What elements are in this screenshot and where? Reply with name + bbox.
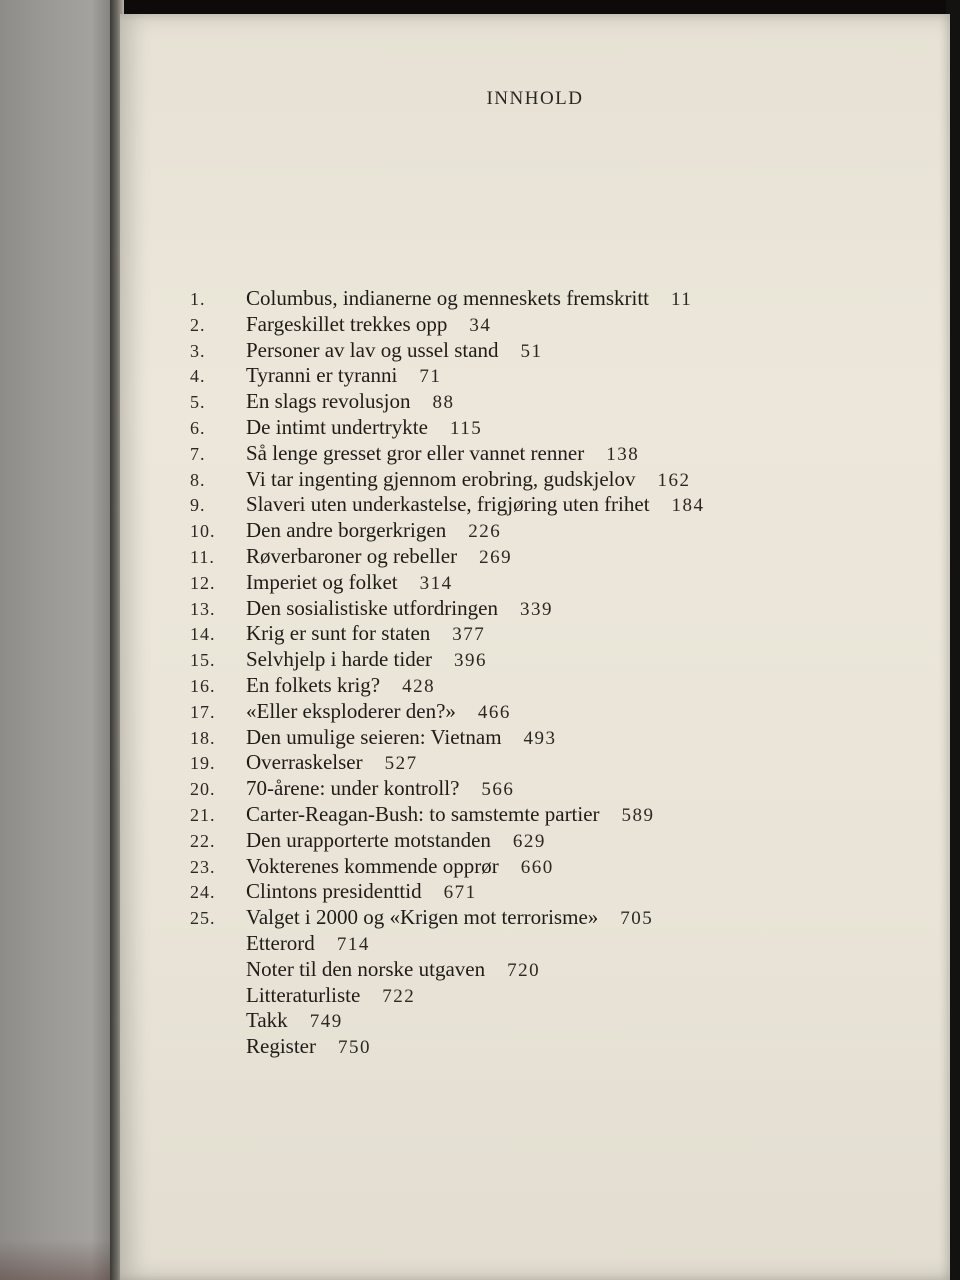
chapter-title: Slaveri uten underkastelse, frigjøring uten frihet (246, 492, 650, 517)
chapter-title: Vi tar ingenting gjennom erobring, gudskjelov (246, 466, 636, 491)
toc-entry (190, 879, 930, 905)
chapter-title: Overraskelser (246, 750, 363, 775)
toc-entry (190, 828, 930, 854)
chapter-number: 15. (190, 650, 216, 671)
chapter-title: Carter-Reagan-Bush: to samstemte partier (246, 801, 600, 826)
chapter-number: 19. (190, 753, 216, 774)
page-number: 226 (468, 521, 502, 543)
toc-entry (190, 312, 930, 338)
page-number: 269 (479, 546, 513, 568)
page-number: 396 (454, 650, 488, 672)
toc-entry (190, 544, 930, 570)
page-number: 51 (520, 340, 543, 362)
toc-entry (190, 415, 930, 441)
chapter-title: Etterord (246, 930, 315, 955)
chapter-title: Takk (246, 1008, 288, 1033)
toc-entry (190, 983, 930, 1009)
toc-entry (190, 1008, 930, 1034)
chapter-number: 8. (190, 469, 206, 490)
toc-entry (190, 905, 930, 931)
chapter-number: 21. (190, 804, 216, 825)
toc-entry (190, 389, 930, 415)
toc-entry (190, 596, 930, 622)
page-number: 71 (419, 366, 442, 388)
chapter-number: 4. (190, 366, 206, 387)
page-number: 184 (671, 495, 705, 517)
chapter-title: Røverbaroner og rebeller (246, 543, 458, 568)
chapter-title: Så lenge gresset gror eller vannet renner (246, 440, 585, 465)
chapter-number: 1. (190, 289, 206, 309)
page-number: 660 (520, 856, 554, 878)
chapter-title: Columbus, indianerne og menneskets fremskritt (246, 286, 650, 310)
page-number: 138 (606, 443, 640, 465)
chapter-number: 12. (190, 572, 216, 593)
chapter-title: Register (246, 1034, 316, 1059)
chapter-title: Clintons presidenttid (246, 879, 422, 904)
chapter-number: 13. (190, 598, 216, 619)
chapter-title: Den sosialistiske utfordringen (246, 595, 498, 620)
toc-entry (190, 802, 930, 828)
toc-entry (190, 518, 930, 544)
chapter-title: Den umulige seieren: Vietnam (246, 724, 502, 749)
page-number: 722 (382, 985, 416, 1007)
page-number: 629 (512, 830, 546, 852)
toc-entry (190, 621, 930, 647)
chapter-number: 2. (190, 314, 206, 335)
page-number: 466 (477, 701, 511, 723)
page-number: 720 (507, 959, 541, 981)
chapter-title: Selvhjelp i harde tider (246, 647, 433, 672)
page-number: 493 (523, 727, 557, 749)
chapter-title: Noter til den norske utgaven (246, 956, 486, 981)
book-page (120, 14, 950, 1280)
toc-entry (190, 647, 930, 673)
chapter-number: 25. (190, 908, 216, 929)
page-title: INNHOLD (486, 88, 584, 109)
chapter-title: «Eller eksploderer den?» (246, 698, 456, 723)
page-number: 714 (336, 933, 370, 955)
page-number: 339 (519, 598, 553, 620)
chapter-number: 24. (190, 882, 216, 903)
toc-entry (190, 725, 930, 751)
toc-entry (190, 1034, 930, 1060)
chapter-title: Vokterenes kommende opprør (246, 853, 499, 878)
page-number: 566 (481, 779, 515, 801)
chapter-title: Personer av lav og ussel stand (246, 337, 499, 362)
chapter-number: 14. (190, 624, 216, 645)
left-page-shadow (0, 1240, 114, 1280)
chapter-title: Litteraturliste (246, 982, 361, 1007)
page-number: 115 (449, 417, 483, 439)
chapter-number: 3. (190, 340, 206, 361)
page-number: 671 (443, 882, 477, 904)
chapter-number: 16. (190, 675, 216, 696)
toc-entry (190, 441, 930, 467)
left-page (0, 0, 114, 1280)
toc-entry (190, 363, 930, 389)
chapter-number: 5. (190, 392, 206, 413)
page-number: 162 (657, 469, 691, 491)
page-number: 377 (452, 624, 486, 646)
toc-entry (190, 492, 930, 518)
chapter-title: En folkets krig? (246, 672, 381, 697)
toc-entry (190, 854, 930, 880)
chapter-title: Valget i 2000 og «Krigen mot terrorisme» (246, 905, 599, 930)
toc-entry (190, 776, 930, 802)
chapter-title: Den urapporterte motstanden (246, 827, 491, 852)
page-number: 428 (402, 675, 436, 697)
page-number: 749 (309, 1011, 343, 1033)
toc-entry (190, 673, 930, 699)
toc-entry (190, 699, 930, 725)
chapter-title: Fargeskillet trekkes opp (246, 311, 448, 336)
toc-entry (190, 286, 930, 312)
page-number: 750 (337, 1037, 371, 1059)
toc-entry (190, 750, 930, 776)
page-number: 589 (621, 804, 655, 826)
toc-entry (190, 467, 930, 493)
chapter-title: En slags revolusjon (246, 389, 411, 414)
page-number: 527 (384, 753, 418, 775)
chapter-title: Tyranni er tyranni (246, 363, 398, 388)
chapter-number: 22. (190, 830, 216, 851)
chapter-title: Den andre borgerkrigen (246, 518, 447, 543)
page-number: 705 (620, 908, 654, 930)
chapter-number: 20. (190, 779, 216, 800)
chapter-number: 17. (190, 701, 216, 722)
toc-entry (190, 931, 930, 957)
toc-entry (190, 570, 930, 596)
chapter-title: Krig er sunt for staten (246, 621, 431, 646)
chapter-number: 11. (190, 546, 215, 567)
page-number: 88 (432, 392, 455, 414)
page-number: 34 (469, 314, 492, 336)
chapter-title: Imperiet og folket (246, 569, 398, 594)
chapter-number: 10. (190, 521, 216, 542)
chapter-number: 9. (190, 495, 206, 516)
chapter-number: 6. (190, 417, 206, 438)
page-number: 11 (671, 289, 693, 310)
chapter-title: De intimt undertrykte (246, 414, 428, 439)
chapter-number: 18. (190, 727, 216, 748)
table-of-contents (190, 286, 930, 1060)
page-number: 314 (419, 572, 453, 594)
chapter-title: 70-årene: under kontroll? (246, 776, 460, 801)
toc-entry (190, 338, 930, 364)
chapter-number: 23. (190, 856, 216, 877)
toc-entry (190, 957, 930, 983)
chapter-number: 7. (190, 443, 206, 464)
